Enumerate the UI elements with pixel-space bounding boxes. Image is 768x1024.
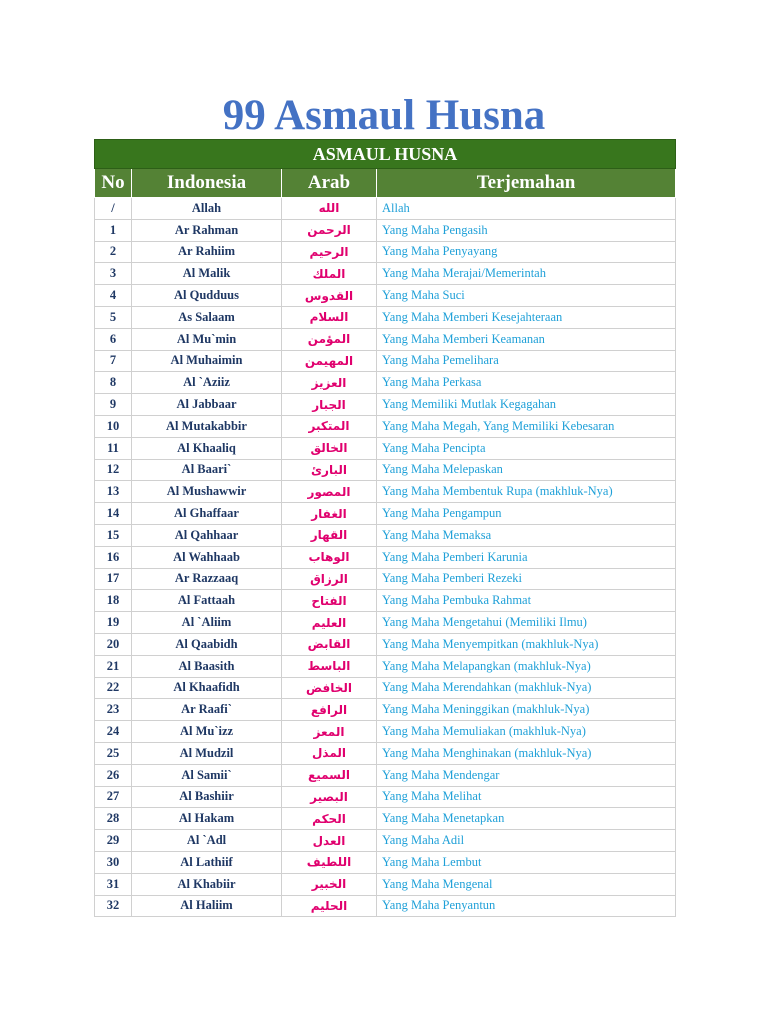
cell-arab: المهيمن: [282, 350, 377, 372]
cell-arab: السلام: [282, 306, 377, 328]
cell-terjemahan: Yang Maha Menghinakan (makhluk-Nya): [377, 742, 676, 764]
cell-no: 14: [95, 503, 132, 525]
asmaul-husna-table: [94, 139, 676, 917]
cell-indonesia: Al Mu`izz: [132, 721, 282, 743]
cell-arab: البارئ: [282, 459, 377, 481]
cell-arab: السميع: [282, 764, 377, 786]
cell-indonesia: Al Baasith: [132, 655, 282, 677]
table-row: [95, 764, 676, 786]
cell-terjemahan: Yang Maha Menyempitkan (makhluk-Nya): [377, 633, 676, 655]
cell-arab: الحليم: [282, 895, 377, 917]
cell-terjemahan: Yang Maha Melepaskan: [377, 459, 676, 481]
cell-terjemahan: Yang Maha Mengenal: [377, 873, 676, 895]
table-row: [95, 546, 676, 568]
table-row: [95, 524, 676, 546]
table-row: [95, 328, 676, 350]
table-row: [95, 285, 676, 307]
cell-arab: اللطيف: [282, 851, 377, 873]
cell-no: 10: [95, 415, 132, 437]
cell-indonesia: Al Mudzil: [132, 742, 282, 764]
cell-arab: الخافض: [282, 677, 377, 699]
cell-terjemahan: Yang Maha Memberi Kesejahteraan: [377, 306, 676, 328]
cell-arab: الحكم: [282, 808, 377, 830]
table-row: [95, 590, 676, 612]
cell-no: 2: [95, 241, 132, 263]
cell-indonesia: Al Baari`: [132, 459, 282, 481]
cell-terjemahan: Yang Maha Pengasih: [377, 219, 676, 241]
cell-terjemahan: Yang Maha Pencipta: [377, 437, 676, 459]
cell-arab: الرحيم: [282, 241, 377, 263]
cell-indonesia: Al Haliim: [132, 895, 282, 917]
cell-arab: الخبير: [282, 873, 377, 895]
cell-indonesia: Ar Raafi`: [132, 699, 282, 721]
cell-indonesia: Al Malik: [132, 263, 282, 285]
cell-arab: المتكبر: [282, 415, 377, 437]
cell-indonesia: Al `Aziiz: [132, 372, 282, 394]
cell-no: 3: [95, 263, 132, 285]
table-row: [95, 394, 676, 416]
cell-indonesia: Al Bashiir: [132, 786, 282, 808]
cell-no: 17: [95, 568, 132, 590]
cell-indonesia: Al Hakam: [132, 808, 282, 830]
table-row: [95, 851, 676, 873]
cell-no: 6: [95, 328, 132, 350]
cell-indonesia: Al Khaaliq: [132, 437, 282, 459]
cell-no: /: [95, 198, 132, 220]
cell-terjemahan: Yang Maha Adil: [377, 830, 676, 852]
cell-terjemahan: Yang Maha Pemelihara: [377, 350, 676, 372]
table-body: [95, 198, 676, 917]
table-row: [95, 306, 676, 328]
table-row: [95, 699, 676, 721]
cell-no: 5: [95, 306, 132, 328]
cell-no: 28: [95, 808, 132, 830]
cell-indonesia: Al Ghaffaar: [132, 503, 282, 525]
column-header-arab: Arab: [282, 169, 377, 198]
table-row: [95, 655, 676, 677]
cell-terjemahan: Yang Maha Suci: [377, 285, 676, 307]
cell-arab: الوهاب: [282, 546, 377, 568]
table-row: [95, 503, 676, 525]
table-row: [95, 459, 676, 481]
cell-terjemahan: Yang Maha Melihat: [377, 786, 676, 808]
column-header-terjemahan: Terjemahan: [377, 169, 676, 198]
cell-arab: البصير: [282, 786, 377, 808]
cell-no: 8: [95, 372, 132, 394]
cell-indonesia: Al Mu`min: [132, 328, 282, 350]
cell-no: 27: [95, 786, 132, 808]
page-title: 99 Asmaul Husna: [222, 92, 546, 139]
table-row: [95, 742, 676, 764]
table-row: [95, 786, 676, 808]
cell-no: 9: [95, 394, 132, 416]
cell-arab: العليم: [282, 612, 377, 634]
cell-indonesia: Al Qudduus: [132, 285, 282, 307]
cell-terjemahan: Yang Maha Merajai/Memerintah: [377, 263, 676, 285]
cell-no: 24: [95, 721, 132, 743]
cell-no: 22: [95, 677, 132, 699]
cell-terjemahan: Yang Maha Megah, Yang Memiliki Kebesaran: [377, 415, 676, 437]
cell-indonesia: Al `Aliim: [132, 612, 282, 634]
cell-indonesia: Al Qaabidh: [132, 633, 282, 655]
cell-no: 12: [95, 459, 132, 481]
cell-indonesia: Al Qahhaar: [132, 524, 282, 546]
cell-indonesia: Al Jabbaar: [132, 394, 282, 416]
cell-no: 30: [95, 851, 132, 873]
table-row: [95, 612, 676, 634]
cell-terjemahan: Yang Maha Penyantun: [377, 895, 676, 917]
cell-indonesia: Al Khaafidh: [132, 677, 282, 699]
table-row: [95, 721, 676, 743]
table-row: [95, 415, 676, 437]
cell-no: 7: [95, 350, 132, 372]
table-row: [95, 895, 676, 917]
table-row: [95, 437, 676, 459]
column-header-no: No: [95, 169, 132, 198]
table-row: [95, 481, 676, 503]
cell-no: 13: [95, 481, 132, 503]
cell-arab: المعز: [282, 721, 377, 743]
cell-arab: الرافع: [282, 699, 377, 721]
cell-arab: الفتاح: [282, 590, 377, 612]
cell-arab: الملك: [282, 263, 377, 285]
cell-terjemahan: Yang Maha Mengetahui (Memiliki Ilmu): [377, 612, 676, 634]
cell-terjemahan: Yang Memiliki Mutlak Kegagahan: [377, 394, 676, 416]
table-row: [95, 263, 676, 285]
table-row: [95, 633, 676, 655]
cell-terjemahan: Yang Maha Membentuk Rupa (makhluk-Nya): [377, 481, 676, 503]
cell-terjemahan: Yang Maha Lembut: [377, 851, 676, 873]
cell-terjemahan: Yang Maha Pemberi Rezeki: [377, 568, 676, 590]
cell-indonesia: Al Mushawwir: [132, 481, 282, 503]
cell-arab: الباسط: [282, 655, 377, 677]
table-row: [95, 350, 676, 372]
table-row: [95, 372, 676, 394]
cell-terjemahan: Yang Maha Perkasa: [377, 372, 676, 394]
cell-terjemahan: Yang Maha Mendengar: [377, 764, 676, 786]
cell-indonesia: Allah: [132, 198, 282, 220]
cell-indonesia: Al Samii`: [132, 764, 282, 786]
cell-terjemahan: Yang Maha Penyayang: [377, 241, 676, 263]
cell-terjemahan: Yang Maha Memaksa: [377, 524, 676, 546]
table-banner-row: [95, 140, 676, 169]
cell-no: 21: [95, 655, 132, 677]
cell-terjemahan: Yang Maha Pembuka Rahmat: [377, 590, 676, 612]
cell-arab: العزيز: [282, 372, 377, 394]
table-row: [95, 808, 676, 830]
cell-indonesia: Al Lathiif: [132, 851, 282, 873]
cell-no: 11: [95, 437, 132, 459]
table-row: [95, 677, 676, 699]
cell-no: 18: [95, 590, 132, 612]
cell-arab: المذل: [282, 742, 377, 764]
cell-arab: المؤمن: [282, 328, 377, 350]
cell-arab: الخالق: [282, 437, 377, 459]
cell-no: 32: [95, 895, 132, 917]
cell-indonesia: Al Mutakabbir: [132, 415, 282, 437]
cell-arab: الله: [282, 198, 377, 220]
cell-no: 31: [95, 873, 132, 895]
cell-terjemahan: Yang Maha Pemberi Karunia: [377, 546, 676, 568]
cell-arab: الجبار: [282, 394, 377, 416]
cell-terjemahan: Yang Maha Pengampun: [377, 503, 676, 525]
cell-arab: المصور: [282, 481, 377, 503]
table-row: [95, 219, 676, 241]
cell-no: 20: [95, 633, 132, 655]
cell-no: 23: [95, 699, 132, 721]
cell-indonesia: Ar Rahiim: [132, 241, 282, 263]
cell-arab: القهار: [282, 524, 377, 546]
column-header-indonesia: Indonesia: [132, 169, 282, 198]
cell-arab: الرزاق: [282, 568, 377, 590]
cell-indonesia: Al Wahhaab: [132, 546, 282, 568]
cell-arab: العدل: [282, 830, 377, 852]
cell-arab: القابض: [282, 633, 377, 655]
cell-no: 15: [95, 524, 132, 546]
cell-indonesia: Al `Adl: [132, 830, 282, 852]
table-row: [95, 873, 676, 895]
cell-indonesia: Al Muhaimin: [132, 350, 282, 372]
cell-arab: القدوس: [282, 285, 377, 307]
cell-indonesia: Ar Razzaaq: [132, 568, 282, 590]
table-banner: ASMAUL HUSNA: [95, 140, 676, 169]
cell-no: 4: [95, 285, 132, 307]
cell-indonesia: As Salaam: [132, 306, 282, 328]
cell-indonesia: Al Khabiir: [132, 873, 282, 895]
cell-no: 29: [95, 830, 132, 852]
cell-terjemahan: Yang Maha Merendahkan (makhluk-Nya): [377, 677, 676, 699]
cell-no: 19: [95, 612, 132, 634]
cell-terjemahan: Yang Maha Memberi Keamanan: [377, 328, 676, 350]
cell-arab: الغفار: [282, 503, 377, 525]
table-row: [95, 830, 676, 852]
cell-terjemahan: Yang Maha Melapangkan (makhluk-Nya): [377, 655, 676, 677]
cell-arab: الرحمن: [282, 219, 377, 241]
table-header-row: [95, 169, 676, 198]
table-row: [95, 198, 676, 220]
cell-terjemahan: Yang Maha Meninggikan (makhluk-Nya): [377, 699, 676, 721]
table-row: [95, 568, 676, 590]
cell-no: 25: [95, 742, 132, 764]
cell-terjemahan: Yang Maha Memuliakan (makhluk-Nya): [377, 721, 676, 743]
cell-indonesia: Al Fattaah: [132, 590, 282, 612]
cell-terjemahan: Allah: [377, 198, 676, 220]
cell-no: 16: [95, 546, 132, 568]
cell-no: 1: [95, 219, 132, 241]
table-row: [95, 241, 676, 263]
cell-indonesia: Ar Rahman: [132, 219, 282, 241]
cell-terjemahan: Yang Maha Menetapkan: [377, 808, 676, 830]
cell-no: 26: [95, 764, 132, 786]
